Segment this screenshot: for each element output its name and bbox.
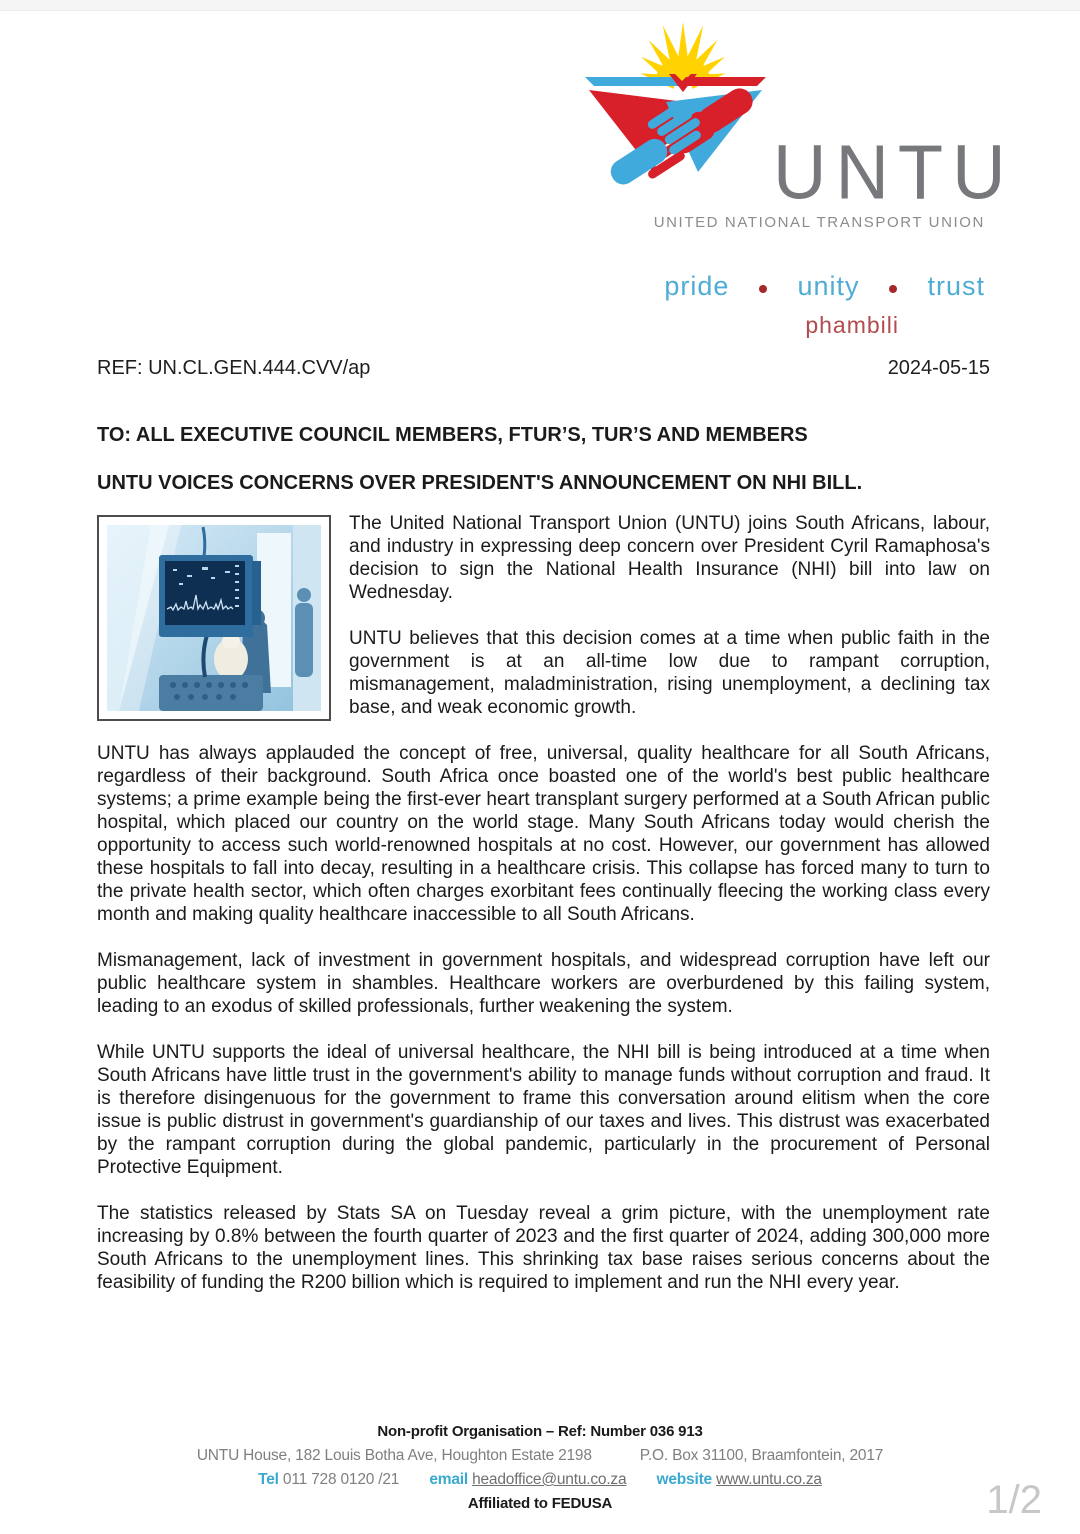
motto-word-pride: pride	[664, 271, 730, 301]
logo-motto	[583, 271, 985, 302]
letter-body	[97, 420, 990, 1317]
tel-label: Tel	[258, 1471, 279, 1488]
tel-number: 011 728 0120 /21	[282, 1471, 400, 1488]
hospital-photo-graphic	[107, 525, 321, 711]
website-link[interactable]: www.untu.co.za	[716, 1471, 822, 1488]
viewer-top-strip	[0, 0, 1080, 11]
ref-number: REF: UN.CL.GEN.444.CVV/ap	[97, 357, 371, 379]
email-label: email	[429, 1471, 468, 1488]
address-line	[0, 1444, 1080, 1468]
street-address: UNTU House, 182 Louis Botha Ave, Houghton Estate 2198	[196, 1447, 592, 1464]
email-link[interactable]: headoffice@untu.co.za	[472, 1471, 627, 1488]
nonprofit-line: Non-profit Organisation – Ref: Number 036 913	[377, 1423, 703, 1440]
letterhead-footer	[0, 1420, 1080, 1516]
untu-emblem-icon	[583, 14, 769, 200]
to-line: TO: ALL EXECUTIVE COUNCIL MEMBERS, FTUR’S, TUR’S AND MEMBERS	[97, 424, 808, 446]
paragraph-5: While UNTU supports the ideal of universal healthcare, the NHI bill is being introduced at a time when South Africans have little trust in the government's ability to manage funds without corruption and fraud. It is therefore disingenuous for the government to frame this conversation around elitism when the core issue is public distrust in government's guardianship of our taxes and lives. This distrust was exacerbated by the rampant corruption during the global pandemic, particularly in the procurement of Personal Protective Equipment.	[97, 1042, 990, 1178]
logo-tagline: phambili	[805, 312, 899, 338]
left-wing-stripe	[585, 77, 680, 86]
motto-bullet-icon	[889, 285, 897, 293]
paragraph-6: The statistics released by Stats SA on Tuesday reveal a grim picture, with the unemployment rate increasing by 0.8% between the fourth quarter of 2023 and the first quarter of 2024, adding 300,000 more South Africans to the unemployment lines. This shrinking tax base raises serious concerns about the feasibility of funding the R200 billion which is required to implement and run the NHI every year.	[97, 1203, 990, 1293]
letter-date: 2024-05-15	[887, 357, 990, 379]
page-indicator: 1/2	[986, 1478, 1042, 1522]
paragraph-2: UNTU believes that this decision comes at a time when public faith in the government is at an all-time low due to rampant corruption, mismanagement, maladministration, rising unemployment, a declining tax base, and weak economic growth.	[349, 628, 990, 718]
po-box-address: P.O. Box 31100, Braamfontein, 2017	[639, 1447, 884, 1464]
subject-line: UNTU VOICES CONCERNS OVER PRESIDENT'S ANNOUNCEMENT ON NHI BILL.	[97, 472, 863, 494]
paragraph-1: The United National Transport Union (UNTU) joins South Africans, labour, and industry in expressing deep concern over President Cyril Ramaphosa's decision to sign the National Health Insurance (NHI) bill into law on Wednesday.	[349, 513, 990, 603]
paragraph-3: UNTU has always applauded the concept of free, universal, quality healthcare for all South Africans, regardless of their background. South Africa once boasted one of the world's best public healthcare systems; a prime example being the first-ever heart transplant surgery performed at a South African public hospital, which placed our country on the world stage. Many South Africans today would cherish the opportunity to access such world-renowned hospitals at no cost. However, our government has allowed these hospitals to fall into decay, resulting in a healthcare crisis. This collapse has forced many to turn to the private health sector, which often charges exorbitant fees continually fleecing the working class every month and making quality healthcare inaccessible to all South Africans.	[97, 743, 990, 925]
untu-logo	[583, 14, 1015, 339]
hospital-monitor-photo	[97, 515, 331, 721]
motto-word-trust: trust	[927, 271, 985, 301]
motto-bullet-icon	[759, 285, 767, 293]
contact-line	[0, 1468, 1080, 1492]
logo-acronym: UNTU	[773, 129, 1015, 216]
paragraph-4: Mismanagement, lack of investment in government hospitals, and widespread corruption have left our public healthcare system in shambles. Healthcare workers are overburdened by this failing system, leading to an exodus of skilled professionals, further weakening the system.	[97, 950, 990, 1017]
website-label: website	[656, 1471, 712, 1488]
motto-word-unity: unity	[797, 271, 860, 301]
affiliation-line: Affiliated to FEDUSA	[467, 1495, 613, 1512]
logo-full-name: UNITED NATIONAL TRANSPORT UNION	[653, 214, 985, 231]
